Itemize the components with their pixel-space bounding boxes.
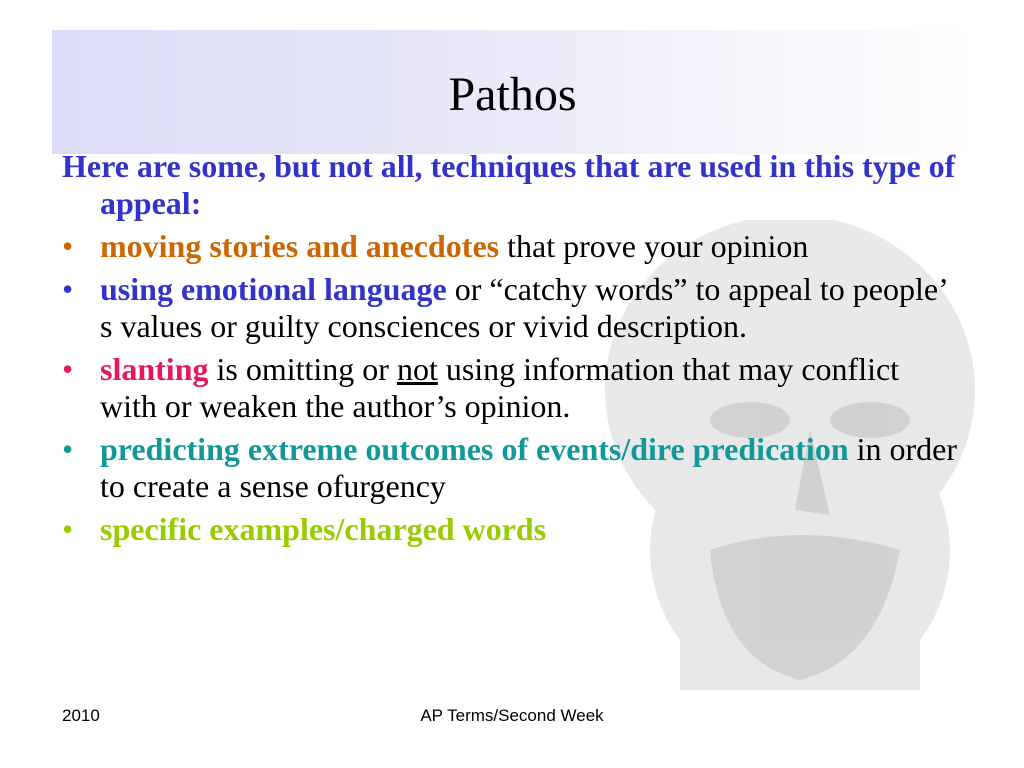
technique-term: predicting extreme outcomes of events/dire predication <box>100 431 849 467</box>
technique-description: is omitting or <box>208 351 397 387</box>
technique-term: using emotional language <box>100 271 447 307</box>
bullet-icon: • <box>62 228 74 264</box>
technique-term: slanting <box>100 351 209 387</box>
slide-body <box>62 148 962 554</box>
footer-date: 2010 <box>62 706 100 725</box>
bullet-icon: • <box>62 351 74 387</box>
list-item <box>62 511 962 548</box>
intro-text: Here are some, but not all, techniques that are used in this type of appeal: <box>62 148 956 221</box>
bullet-icon: • <box>62 271 74 307</box>
footer-title: AP Terms/Second Week <box>420 706 604 725</box>
technique-term: moving stories and anecdotes <box>100 228 500 264</box>
slide-title: Pathos <box>448 68 577 121</box>
list-item <box>62 351 962 425</box>
bullet-icon: • <box>62 431 74 467</box>
bullet-icon: • <box>62 511 74 547</box>
technique-description: or “catchy words” to appeal to people’ s values or guilty consciences or vivid description. <box>100 271 947 344</box>
technique-description: in order to create a sense ofurgency <box>100 431 958 504</box>
underlined-word: not <box>396 351 438 387</box>
list-item <box>62 271 962 345</box>
technique-term: specific examples/charged words <box>100 511 547 547</box>
list-item <box>62 431 962 505</box>
technique-description: that prove your opinion <box>499 228 809 264</box>
list-item <box>62 228 962 265</box>
technique-description: using information that may conflict with or weaken the author’s opinion. <box>100 351 900 424</box>
